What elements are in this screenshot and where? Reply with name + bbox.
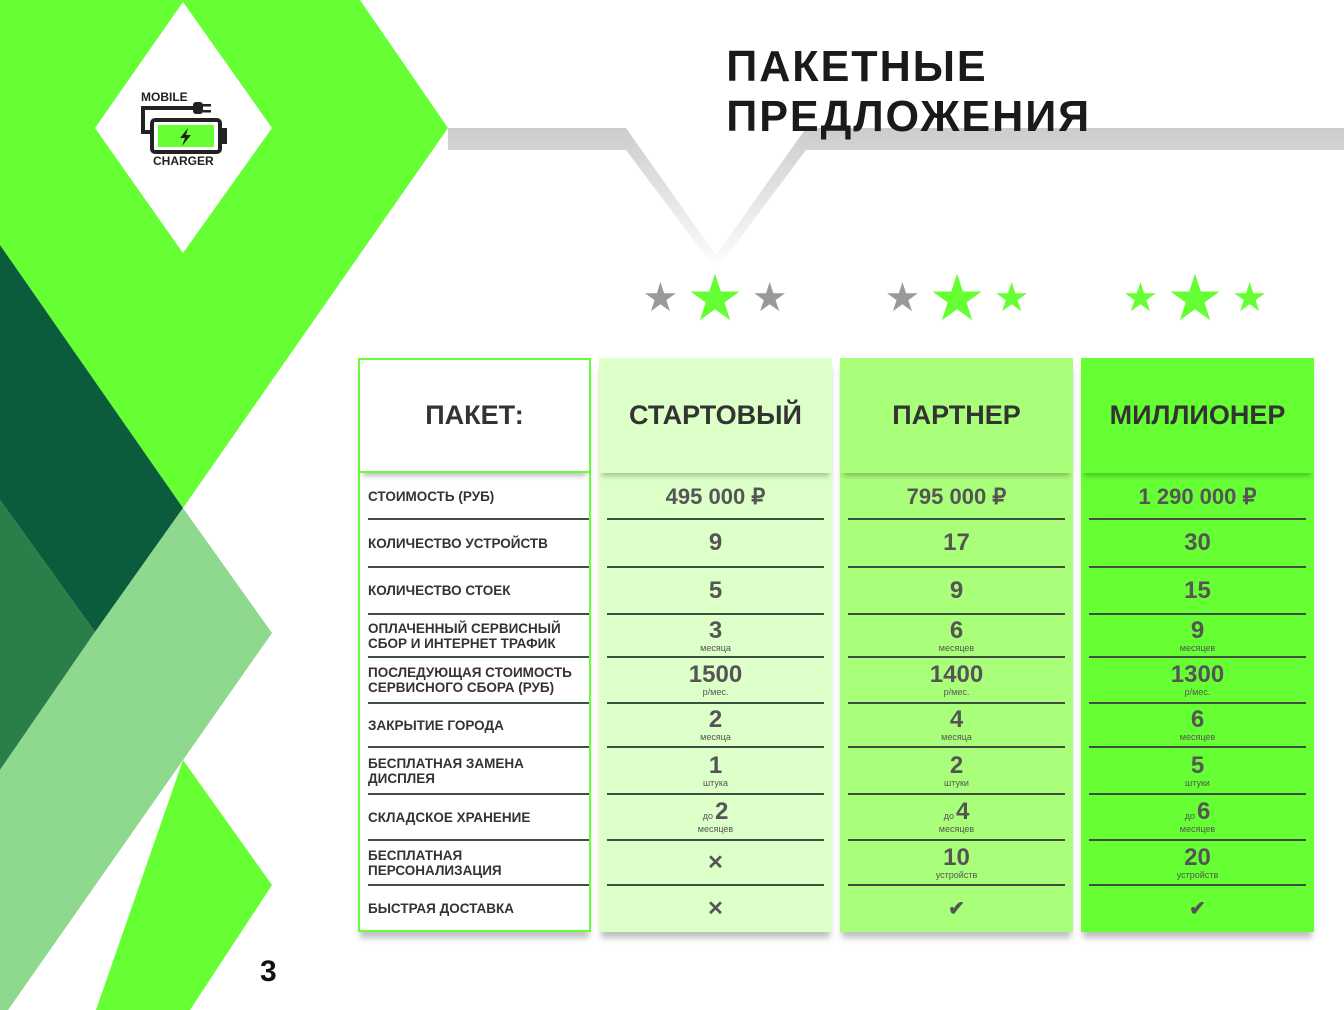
star-icon: ★ xyxy=(1122,276,1159,320)
table-cell xyxy=(1089,886,1306,930)
table-cell xyxy=(607,520,824,568)
cell-value-line xyxy=(707,850,724,875)
cell-value-line xyxy=(1189,896,1206,921)
table-cell xyxy=(1089,795,1306,841)
table-cell xyxy=(848,520,1065,568)
cell-prefix: до xyxy=(1184,811,1195,821)
cell-value: 20 xyxy=(1184,843,1211,871)
page-number: 3 xyxy=(260,955,277,988)
cell-value-line xyxy=(950,708,963,732)
row-label: ЗАКРЫТИЕ ГОРОДА xyxy=(368,717,504,733)
package-column-start xyxy=(599,358,832,932)
table-cell xyxy=(1089,615,1306,658)
page-title: ПАКЕТНЫЕ ПРЕДЛОЖЕНИЯ xyxy=(726,42,1092,141)
cell-value: 9 xyxy=(708,529,723,556)
cell-value-line xyxy=(930,663,983,687)
cell-value-line xyxy=(1184,531,1211,555)
logo-text-top: MOBILE xyxy=(141,90,188,104)
row-label: ОПЛАЧЕННЫЙ СЕРВИСНЫЙ СБОР И ИНТЕРНЕТ ТРАФИК xyxy=(368,620,561,651)
star-icon: ★ xyxy=(928,262,986,334)
table-cell xyxy=(607,568,824,615)
row-label: СКЛАДСКОЕ ХРАНЕНИЕ xyxy=(368,809,531,825)
label-column xyxy=(358,358,591,932)
cell-value-line xyxy=(1185,800,1211,824)
cell-value-line xyxy=(949,751,964,779)
table-cell xyxy=(607,841,824,886)
table-cell xyxy=(607,475,824,520)
table-cell xyxy=(607,658,824,704)
table-cell xyxy=(1089,658,1306,704)
cell-unit: месяцев xyxy=(938,824,975,834)
table-cell xyxy=(607,795,824,841)
row-label: КОЛИЧЕСТВО УСТРОЙСТВ xyxy=(368,535,548,551)
row-label: КОЛИЧЕСТВО СТОЕК xyxy=(368,583,511,598)
table-row-label xyxy=(368,658,589,704)
cell-value-line xyxy=(1191,708,1204,732)
cell-unit: р/мес. xyxy=(943,687,970,697)
cross-icon: ✕ xyxy=(707,897,724,920)
row-label: ПОСЛЕДУЮЩАЯ СТОИМОСТЬ СЕРВИСНОГО СБОРА (РУБ) xyxy=(368,665,572,695)
star-icon: ★ xyxy=(642,276,679,320)
cell-value-line xyxy=(689,663,742,687)
cell-value-line xyxy=(708,616,723,644)
star-icon: ★ xyxy=(751,276,788,320)
cell-value-line xyxy=(703,800,729,824)
table-cell xyxy=(1089,704,1306,748)
cell-value: 30 xyxy=(1184,529,1211,556)
cell-value-line xyxy=(907,485,1007,509)
cell-unit: месяцев xyxy=(1179,732,1216,742)
table-row-label xyxy=(368,520,589,568)
package-name: СТАРТОВЫЙ xyxy=(599,358,832,473)
cell-value: 15 xyxy=(1184,576,1211,604)
table-cell xyxy=(848,568,1065,615)
cell-value: 5 xyxy=(708,576,723,604)
table-cell xyxy=(848,886,1065,930)
table-row-label xyxy=(368,615,589,658)
cell-value: 10 xyxy=(943,843,970,871)
star-icon: ★ xyxy=(686,262,744,334)
cell-value-line xyxy=(949,576,964,604)
rating-stars xyxy=(615,262,815,334)
cell-unit: месяца xyxy=(700,642,731,653)
cell-unit: р/мес. xyxy=(702,687,729,697)
cell-value-line xyxy=(709,531,722,555)
cell-value: 9 xyxy=(949,576,964,604)
cell-value-line xyxy=(707,896,724,921)
cell-value: 1 290 000 ₽ xyxy=(1138,483,1257,509)
star-icon: ★ xyxy=(1166,262,1224,334)
cell-value: 9 xyxy=(1190,616,1205,644)
rating-stars xyxy=(857,262,1057,334)
cell-unit: месяцев xyxy=(1179,824,1216,834)
rating-stars xyxy=(1095,262,1295,334)
cell-value: 4 xyxy=(955,798,970,825)
cell-value: 6 xyxy=(1196,798,1211,825)
cell-value-line xyxy=(708,751,723,779)
cell-unit: месяцев xyxy=(938,642,975,653)
table-row-label xyxy=(368,841,589,886)
star-icon: ★ xyxy=(993,276,1030,320)
table-cell xyxy=(607,704,824,748)
table-row-label xyxy=(368,748,589,795)
cell-unit: месяца xyxy=(700,732,731,742)
check-icon: ✔ xyxy=(948,897,965,920)
cell-value-line xyxy=(708,576,723,604)
table-cell xyxy=(848,658,1065,704)
table-cell xyxy=(848,748,1065,795)
cell-value: 17 xyxy=(943,529,970,556)
table-cell xyxy=(1089,748,1306,795)
table-cell xyxy=(848,475,1065,520)
cell-value-line xyxy=(948,896,965,921)
cross-icon: ✕ xyxy=(707,852,724,874)
cell-value: 1400 xyxy=(929,661,984,688)
row-label: БЕСПЛАТНАЯ ПЕРСОНАЛИЗАЦИЯ xyxy=(368,847,502,878)
table-cell xyxy=(848,795,1065,841)
cell-value-line xyxy=(1171,663,1224,687)
row-label: СТОИМОСТЬ (РУБ) xyxy=(368,489,495,504)
cell-unit: устройств xyxy=(1176,869,1219,880)
cell-value-line xyxy=(1184,843,1211,871)
cell-value: 2 xyxy=(708,706,723,733)
star-icon: ★ xyxy=(884,276,921,320)
star-icon: ★ xyxy=(1231,276,1268,320)
table-cell xyxy=(1089,568,1306,615)
table-cell xyxy=(848,704,1065,748)
cell-unit: устройств xyxy=(935,869,978,880)
cell-value-line xyxy=(666,485,766,509)
table-cell xyxy=(607,615,824,658)
table-cell xyxy=(607,886,824,930)
cell-unit: р/мес. xyxy=(1184,687,1211,697)
logo-text-bottom: CHARGER xyxy=(153,154,214,168)
package-name: МИЛЛИОНЕР xyxy=(1081,358,1314,473)
cell-value: 1 xyxy=(708,751,723,779)
cell-value: 795 000 ₽ xyxy=(906,483,1007,509)
table-row-label xyxy=(368,568,589,615)
cell-value: 495 000 ₽ xyxy=(665,483,766,509)
row-label: БЕСПЛАТНАЯ ЗАМЕНА ДИСПЛЕЯ xyxy=(368,755,524,786)
table-row-label xyxy=(368,475,589,520)
cell-prefix: до xyxy=(943,811,954,821)
package-column-partner xyxy=(840,358,1073,932)
cell-value-line xyxy=(1184,576,1211,604)
table-cell xyxy=(1089,475,1306,520)
cell-unit: штуки xyxy=(1185,777,1210,788)
package-column-millioner xyxy=(1081,358,1314,932)
cell-unit: месяцев xyxy=(697,824,734,834)
check-icon: ✔ xyxy=(1189,897,1206,920)
cell-value-line xyxy=(1190,616,1205,644)
cell-value: 6 xyxy=(1190,706,1205,733)
cell-prefix: до xyxy=(702,811,713,821)
table-cell xyxy=(848,841,1065,886)
cell-value: 4 xyxy=(949,706,964,733)
cell-value-line xyxy=(949,616,964,644)
cell-value-line xyxy=(943,843,970,871)
cell-unit: штуки xyxy=(944,777,969,788)
table-cell xyxy=(1089,841,1306,886)
cell-value: 3 xyxy=(708,616,723,644)
table-row-label xyxy=(368,704,589,748)
cell-value-line xyxy=(1190,751,1205,779)
cell-value: 1500 xyxy=(688,661,743,688)
cell-value: 5 xyxy=(1190,751,1205,779)
cell-value: 6 xyxy=(949,616,964,644)
cell-value: 2 xyxy=(949,751,964,779)
mobile-charger-logo xyxy=(138,90,233,170)
table-cell xyxy=(848,615,1065,658)
header-label: ПАКЕТ: xyxy=(360,360,589,473)
table-cell xyxy=(1089,520,1306,568)
row-label: БЫСТРАЯ ДОСТАВКА xyxy=(368,900,515,916)
cell-unit: месяца xyxy=(941,732,972,742)
cell-value: 1300 xyxy=(1170,661,1225,688)
table-row-label xyxy=(368,795,589,841)
table-row-label xyxy=(368,886,589,930)
cell-unit: месяцев xyxy=(1179,642,1216,653)
battery-plug-icon xyxy=(138,100,233,155)
cell-value-line xyxy=(1139,485,1257,509)
cell-value-line xyxy=(944,800,970,824)
package-name: ПАРТНЕР xyxy=(840,358,1073,473)
cell-value: 2 xyxy=(714,798,729,825)
table-cell xyxy=(607,748,824,795)
cell-value-line xyxy=(709,708,722,732)
cell-value-line xyxy=(943,531,970,555)
cell-unit: штука xyxy=(702,777,729,788)
